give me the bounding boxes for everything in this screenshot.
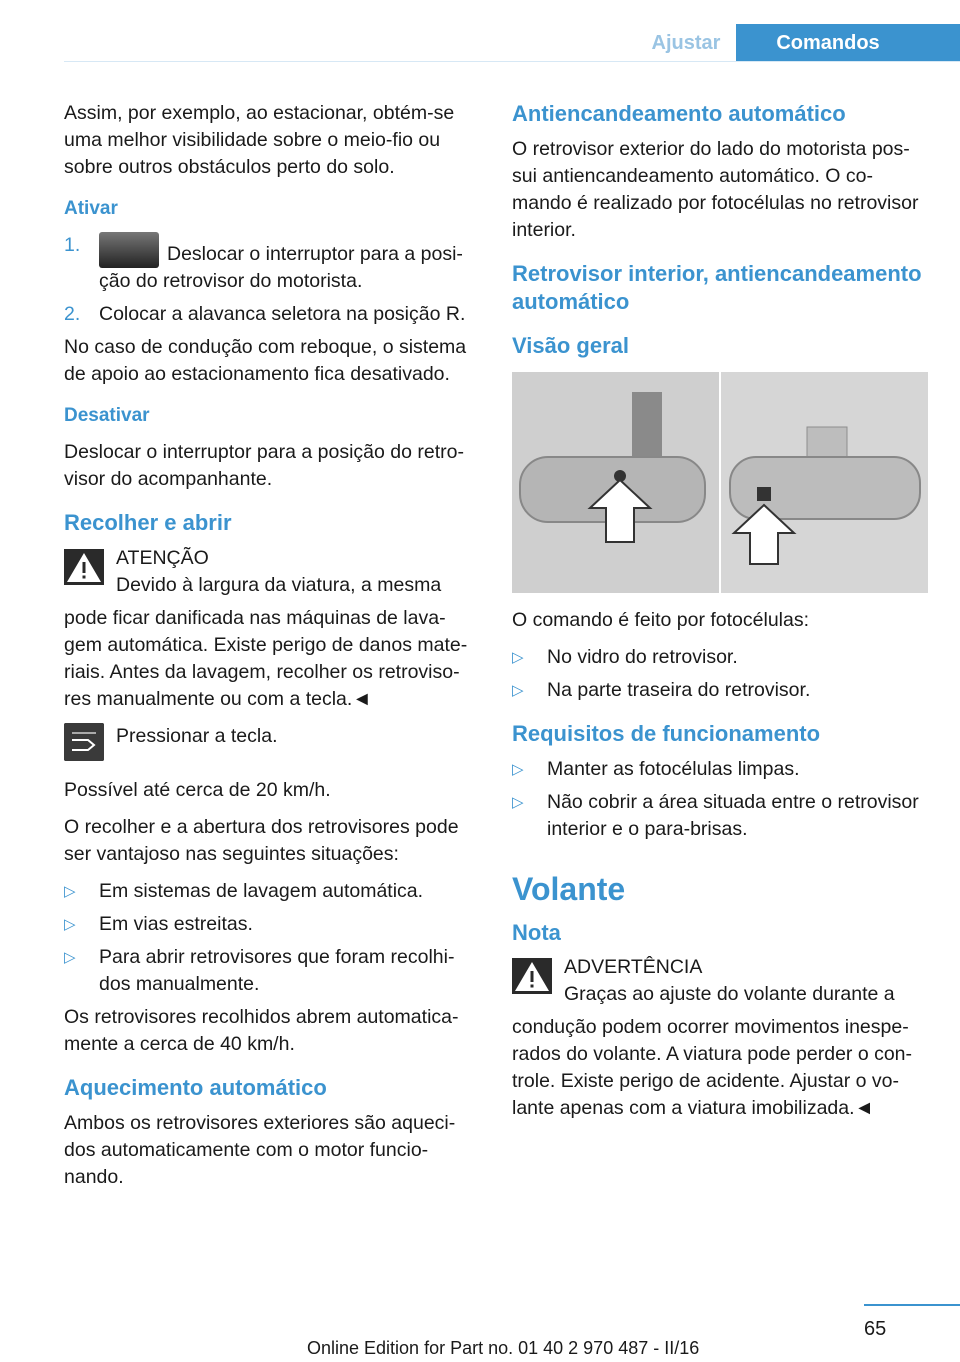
list-item-text: No vidro do retrovisor. [547, 646, 738, 668]
pressionar-text: Pressionar a tecla. [116, 725, 278, 747]
atencao-line1: Devido à largura da viatura, a mesma [116, 574, 442, 596]
nota-heading: Nota [512, 920, 561, 945]
left-column [64, 100, 484, 1201]
list-item-text: Na parte traseira do retrovisor. [547, 679, 811, 701]
advertencia-title: ADVERTÊNCIA [564, 956, 703, 978]
right-column [512, 100, 932, 1132]
list-item-text: Manter as fotocélulas limpas. [547, 758, 800, 780]
list-item [64, 944, 484, 998]
warning-icon [512, 958, 552, 994]
list-item [512, 756, 932, 783]
mirror-photo-image [512, 372, 928, 593]
warning-icon [64, 549, 104, 585]
intro-paragraph: Assim, por exemplo, ao estacionar, obtém-se uma melhor visibilidade sobre o meio-fio ou sobre outros obstáculos perto do solo. [64, 102, 455, 178]
situacoes-list [64, 878, 484, 998]
mirror-key-row [64, 723, 484, 767]
antienc-heading: Antiencandeamento automático [512, 101, 846, 126]
ativar-heading: Ativar [64, 198, 118, 219]
retrovisor-heading: Retrovisor interior, antiencandeamento automático [512, 261, 922, 314]
aquecimento-heading: Aquecimento automático [64, 1075, 327, 1100]
recolhidos-paragraph: Os retrovisores recolhidos abrem automatica- mente a cerca de 40 km/h. [64, 1006, 459, 1055]
atencao-warning [64, 545, 484, 605]
tab-ajustar[interactable]: Ajustar [651, 32, 721, 54]
mirror-fold-key-icon [64, 723, 104, 761]
mirror-switch-icon [99, 232, 159, 268]
list-item [512, 644, 932, 671]
fotocelulas-list [512, 644, 932, 704]
recolher-heading: Recolher e abrir [64, 510, 232, 535]
visao-heading: Visão geral [512, 333, 629, 358]
possivel-paragraph: Possível até cerca de 20 km/h. [64, 779, 331, 801]
bullet-triangle-icon: ▷ [512, 761, 524, 778]
header-divider [64, 61, 960, 62]
comando-paragraph: O comando é feito por fotocélulas: [512, 609, 810, 631]
list-item [64, 911, 484, 938]
edition-footer: Online Edition for Part no. 01 40 2 970 487 - II/16 [307, 1338, 700, 1358]
step-number: 1. [64, 234, 81, 256]
aquecimento-paragraph: Ambos os retrovisores exteriores são aqueci- dos automaticamente com o motor funcio- nando. [64, 1112, 456, 1188]
step-item [64, 301, 484, 328]
list-item [64, 878, 484, 905]
bullet-triangle-icon: ▷ [512, 794, 524, 811]
desativar-paragraph: Deslocar o interruptor para a posição do retro- visor do acompanhante. [64, 441, 464, 490]
step-number: 2. [64, 303, 81, 325]
step-text: Colocar a alavanca seletora na posição R. [99, 303, 466, 325]
requisitos-heading: Requisitos de funcionamento [512, 721, 821, 746]
desativar-heading: Desativar [64, 405, 150, 426]
list-item-text: Não cobrir a área situada entre o retrovisor interior e o para-brisas. [547, 791, 919, 840]
list-item-text: Em vias estreitas. [99, 913, 253, 935]
antienc-paragraph: O retrovisor exterior do lado do motorista pos- sui antiencandeamento automático. O co- mando é realizado por fotocélulas no retrovisor interior. [512, 138, 919, 241]
bullet-triangle-icon: ▷ [64, 916, 76, 933]
footer-divider [864, 1304, 960, 1306]
list-item [512, 789, 932, 843]
bullet-triangle-icon: ▷ [512, 649, 524, 666]
atencao-text: pode ficar danificada nas máquinas de lava- gem automática. Existe perigo de danos mate- riais. Antes da lavagem, recolher os retroviso- res manualmente ou com a tecla.◄ [64, 607, 468, 710]
volante-heading: Volante [512, 871, 626, 907]
ativar-steps [64, 232, 484, 328]
atencao-title: ATENÇÃO [116, 547, 209, 569]
list-item-text: Para abrir retrovisores que foram recolhi- dos manualmente. [99, 946, 455, 995]
list-item-text: Em sistemas de lavagem automática. [99, 880, 424, 902]
vantajoso-paragraph: O recolher e a abertura dos retrovisores pode ser vantajoso nas seguintes situações: [64, 816, 459, 865]
requisitos-list [512, 756, 932, 843]
page-number: 65 [864, 1318, 887, 1340]
bullet-triangle-icon: ▷ [64, 883, 76, 900]
advertencia-warning [512, 954, 932, 1014]
step-item [64, 232, 484, 295]
tab-comandos[interactable]: Comandos [736, 24, 960, 62]
advertencia-text: condução podem ocorrer movimentos inespe- rados do volante. A viatura pode perder o con- trole. Existe perigo de acidente. Ajustar o vo- lante apenas com a viatura imobilizada.◄ [512, 1016, 913, 1119]
bullet-triangle-icon: ▷ [64, 949, 76, 966]
advertencia-line1: Graças ao ajuste do volante durante a [564, 983, 895, 1005]
step-text: Deslocar o interruptor para a posi- ção do retrovisor do motorista. [99, 243, 463, 292]
mirror-photo [512, 372, 928, 593]
reboque-paragraph: No caso de condução com reboque, o sistema de apoio ao estacionamento fica desativado. [64, 336, 467, 385]
bullet-triangle-icon: ▷ [512, 682, 524, 699]
list-item [512, 677, 932, 704]
